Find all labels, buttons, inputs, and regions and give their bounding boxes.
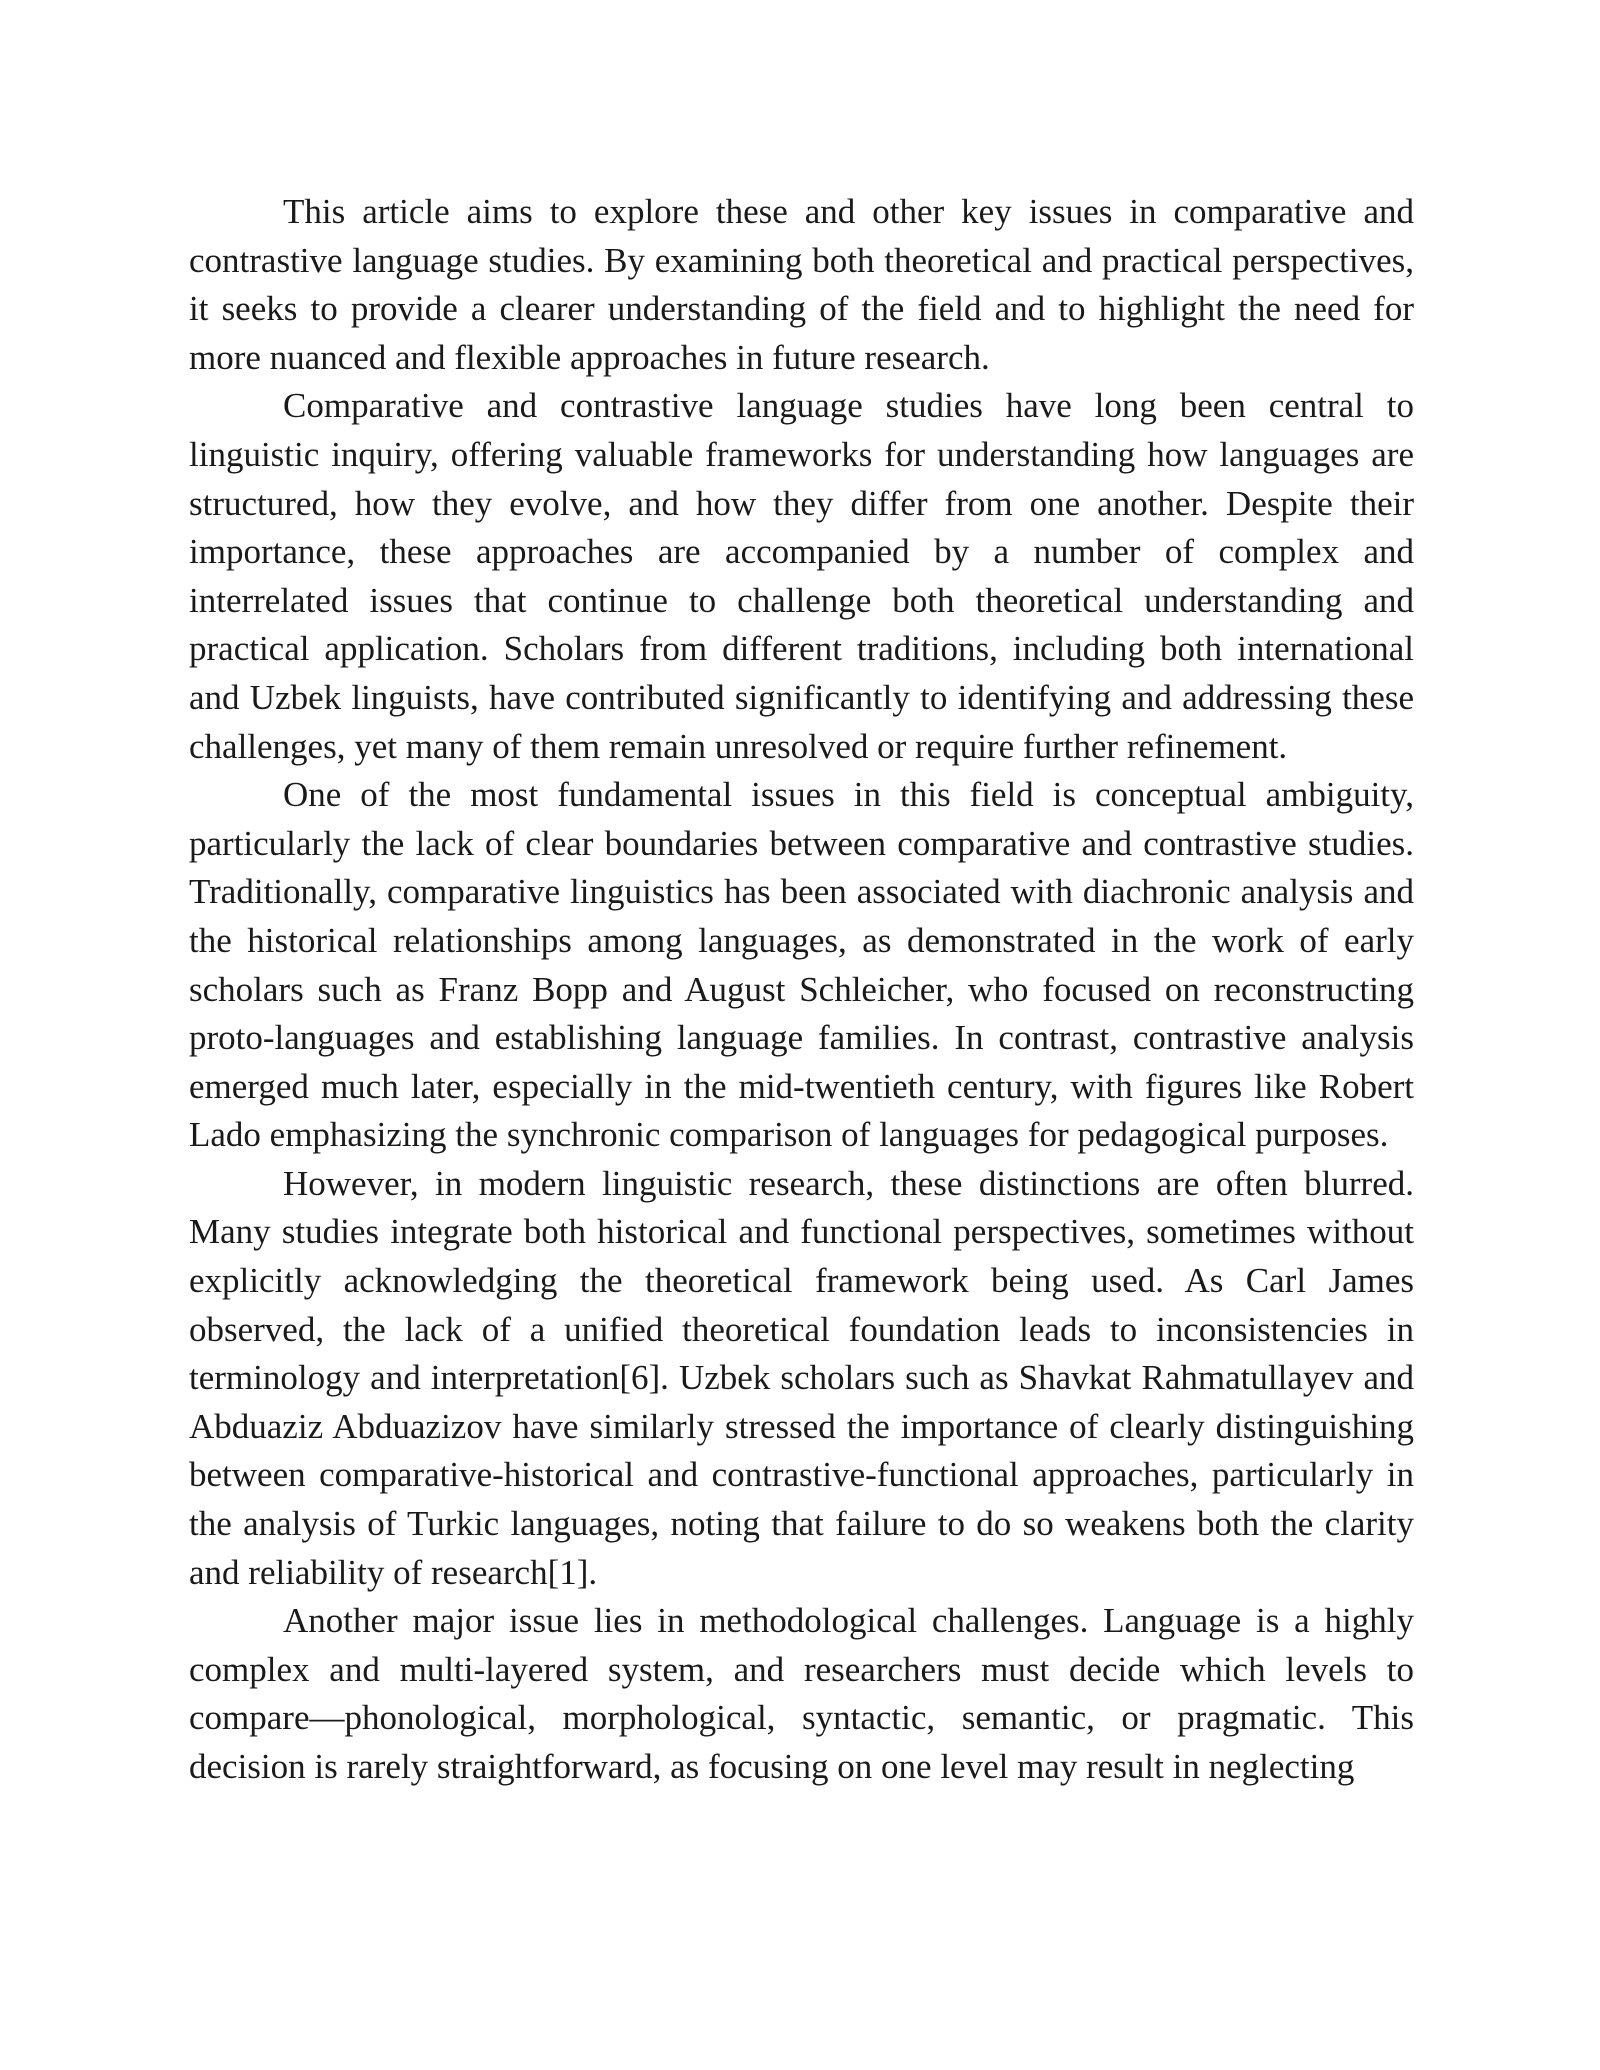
paragraph-blurred-distinctions: However, in modern linguistic research, these distinctions are often blurred. Many studies integrate both historical and functional perspectives, sometimes without explicitly acknowledging the theoretical framework being used. As Carl James observed, the lack of a unified theoretical foundation leads to inconsistencies in terminology and interpretation[6]. Uzbek scholars such as Shavkat Rahmatullayev and Abduaziz Abduazizov have similarly stressed the importance of clearly distinguishing between comparative-historical and contrastive-functional approaches, particularly in the analysis of Turkic languages, noting that failure to do so weakens both the clarity and reliability of research[1].	[189, 1163, 1414, 1592]
body-text	[189, 188, 1414, 1792]
paragraph-conceptual-ambiguity: One of the most fundamental issues in this field is conceptual ambiguity, particularly the lack of clear boundaries between comparative and contrastive studies. Traditionally, comparative linguistics has been associated with diachronic analysis and the historical relationships among languages, as demonstrated in the work of early scholars such as Franz Bopp and August Schleicher, who focused on reconstructing proto-languages and establishing language families. In contrast, contrastive analysis emerged much later, especially in the mid-twentieth century, with figures like Robert Lado emphasizing the synchronic comparison of languages for pedagogical purposes.	[189, 775, 1414, 1155]
paragraph-intro-aims: This article aims to explore these and other key issues in comparative and contrastive language studies. By examining both theoretical and practical perspectives, it seeks to provide a clearer understanding of the field and to highlight the need for more nuanced and flexible approaches in future research.	[189, 192, 1414, 377]
paragraph-background: Comparative and contrastive language studies have long been central to linguistic inquiry, offering valuable frameworks for understanding how languages are structured, how they evolve, and how they differ from one another. Despite their importance, these approaches are accompanied by a number of complex and interrelated issues that continue to challenge both theoretical understanding and practical application. Scholars from different traditions, including both international and Uzbek linguists, have contributed significantly to identifying and addressing these challenges, yet many of them remain unresolved or require further refinement.	[189, 386, 1414, 766]
paragraph-methodological-challenges: Another major issue lies in methodological challenges. Language is a highly complex and multi-layered system, and researchers must decide which levels to compare—phonological, morphological, syntactic, semantic, or pragmatic. This decision is rarely straightforward, as focusing on one level may result in neglecting	[189, 1601, 1414, 1786]
